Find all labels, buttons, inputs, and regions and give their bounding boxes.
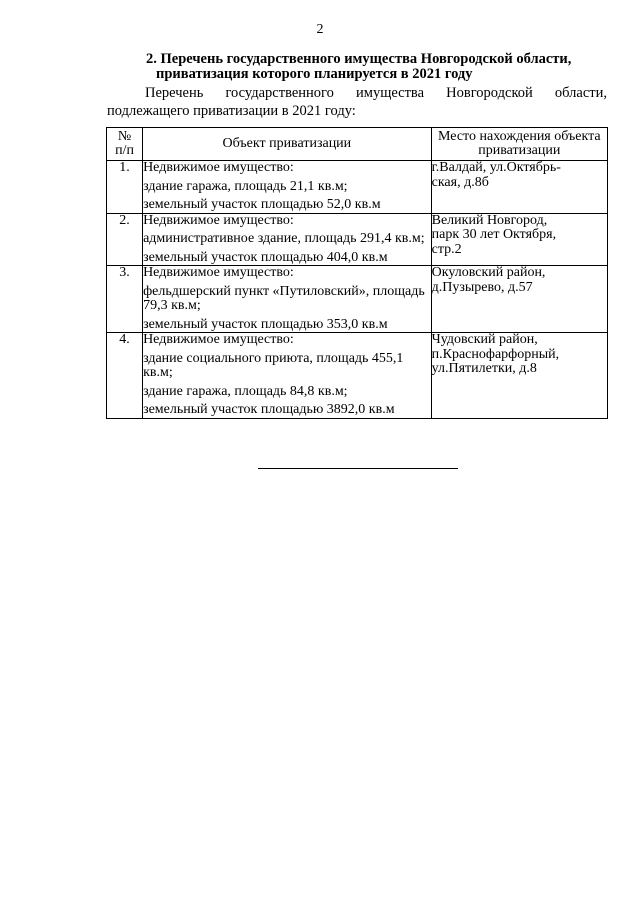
row-location: Окуловский район, д.Пузырево, д.57 bbox=[431, 266, 607, 333]
closing-rule bbox=[258, 468, 458, 469]
row-object bbox=[143, 161, 432, 214]
header-number: № п/п bbox=[107, 128, 143, 161]
object-line: Недвижимое имущество: bbox=[143, 332, 294, 347]
privatization-table bbox=[106, 127, 608, 419]
object-line: земельный участок площадью 404,0 кв.м bbox=[143, 249, 388, 265]
row-location: Великий Новгород, парк 30 лет Октября, стр.2 bbox=[431, 213, 607, 266]
row-location: Чудовский район, п.Краснофарфорный, ул.Пятилетки, д.8 bbox=[431, 333, 607, 419]
row-number: 2. bbox=[107, 213, 143, 266]
row-object bbox=[143, 333, 432, 419]
page-number: 2 bbox=[316, 22, 324, 37]
object-line: здание гаража, площадь 84,8 кв.м; bbox=[143, 383, 348, 399]
object-line: земельный участок площадью 353,0 кв.м bbox=[143, 316, 388, 332]
object-line: здание социального приюта, площадь 455,1 кв.м; bbox=[143, 350, 404, 380]
section-heading-line-1: 2. Перечень государственного имущества Новгородской области, bbox=[146, 51, 572, 67]
object-line: Недвижимое имущество: bbox=[143, 212, 294, 228]
row-object bbox=[143, 213, 432, 266]
object-line: земельный участок площадью 3892,0 кв.м bbox=[143, 402, 395, 417]
row-number: 1. bbox=[107, 161, 143, 214]
object-line: Недвижимое имущество: bbox=[143, 160, 294, 175]
object-line: земельный участок площадью 52,0 кв.м bbox=[143, 197, 381, 212]
table-header-row bbox=[107, 128, 608, 161]
object-line: фельдшерский пункт «Путиловский», площадь 79,3 кв.м; bbox=[143, 283, 425, 313]
table-row bbox=[107, 333, 608, 419]
table-row bbox=[107, 213, 608, 266]
object-line: здание гаража, площадь 21,1 кв.м; bbox=[143, 178, 348, 194]
intro-paragraph: Перечень государственного имущества Новгородской области, подлежащего приватизации в 2021 году: bbox=[107, 85, 607, 119]
header-location: Место нахождения объекта приватизации bbox=[431, 128, 607, 161]
row-object bbox=[143, 266, 432, 333]
row-number: 3. bbox=[107, 266, 143, 333]
object-line: административное здание, площадь 291,4 кв.м; bbox=[143, 231, 425, 246]
header-object: Объект приватизации bbox=[143, 128, 432, 161]
table-row bbox=[107, 161, 608, 214]
object-line: Недвижимое имущество: bbox=[143, 265, 294, 280]
section-heading bbox=[146, 52, 606, 82]
row-location: г.Валдай, ул.Октябрь- ская, д.8б bbox=[431, 161, 607, 214]
table-row bbox=[107, 266, 608, 333]
row-number: 4. bbox=[107, 333, 143, 419]
section-heading-line-2: приватизация которого планируется в 2021 году bbox=[156, 66, 473, 82]
